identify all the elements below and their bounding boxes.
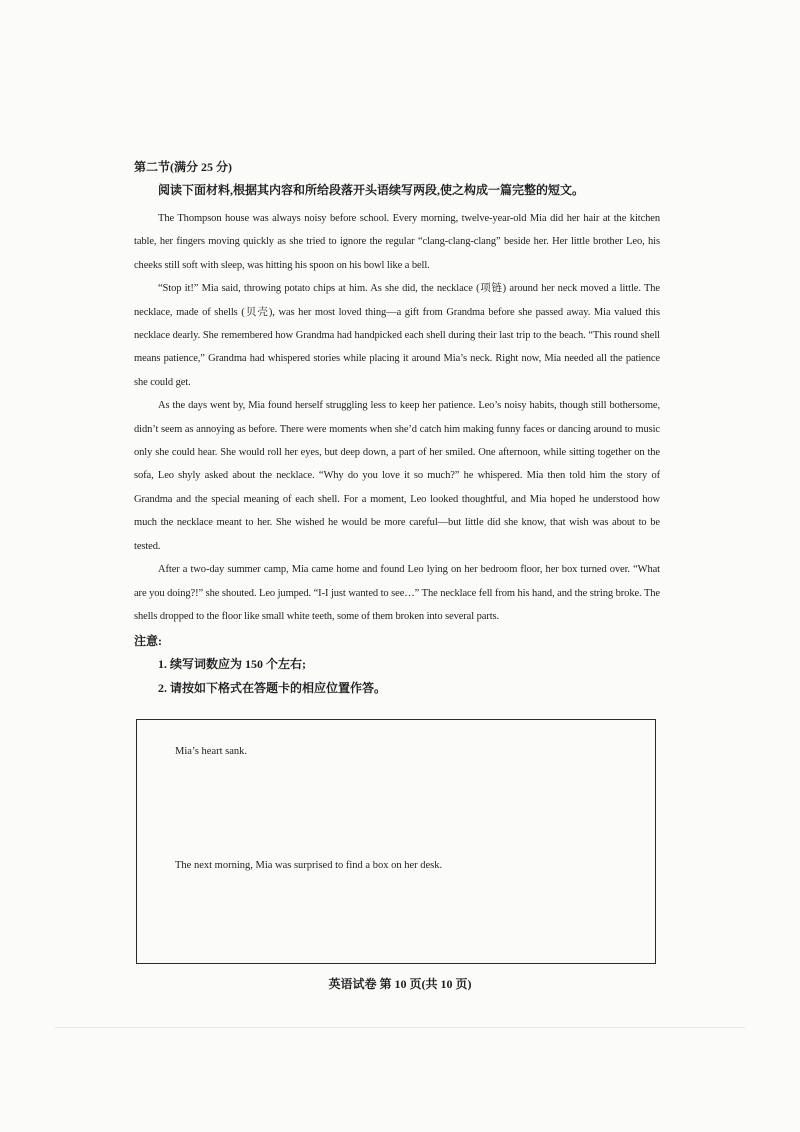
story-paragraph-3: As the days went by, Mia found herself struggling less to keep her patience. Leo’s noisy habits, though still bothersome, didn’t seem as annoying as before. There were moments when she’d catch him making funny faces or dancing around to music only she could hear. She would roll her eyes, but deep down, a part of her smiled. One afternoon, while sitting together on the sofa, Leo shyly asked about the necklace. “Why do you love it so much?” he whispered. Mia then told him the story of Grandma and the special meaning of each shell. For a moment, Leo looked thoughtful, and Mia hoped he understood how much the necklace meant to her. She wished he would be more careful—but little did she know, that wish was about to be tested. <box>134 400 660 552</box>
paragraph-opening-1: Mia’s heart sank. <box>175 746 248 757</box>
section-title: 第二节(满分 25 分) <box>134 160 232 174</box>
section-instruction: 阅读下面材料,根据其内容和所给段落开头语续写两段,使之构成一篇完整的短文。 <box>158 183 585 197</box>
paragraph-opening-2: The next morning, Mia was surprised to find a box on her desk. <box>175 860 443 871</box>
answer-box <box>136 719 656 964</box>
page-bottom-divider <box>55 1027 745 1028</box>
note-item-1: 1. 续写词数应为 150 个左右; <box>158 657 306 672</box>
story-paragraph-4: After a two-day summer camp, Mia came home and found Leo lying on her bedroom floor, her box turned over. “What are you doing?!” she shouted. Leo jumped. “I-I just wanted to see…” The necklace fell from his hand, and the string broke. The shells dropped to the floor like small white teeth, some of them broken into several parts. <box>134 564 660 622</box>
page-footer: 英语试卷 第 10 页(共 10 页) <box>328 977 472 991</box>
note-item-2: 2. 请按如下格式在答题卡的相应位置作答。 <box>158 681 387 696</box>
story-paragraph-1: The Thompson house was always noisy before school. Every morning, twelve-year-old Mia did her hair at the kitchen table, her fingers moving quickly as she tried to ignore the regular “clang-clang-clang” beside her. Her little brother Leo, his cheeks still soft with sleep, was hitting his spoon on his bowl like a bell. <box>134 213 660 271</box>
content-area <box>134 158 660 700</box>
notes-title: 注意: <box>134 634 162 649</box>
story-paragraph-2: “Stop it!” Mia said, throwing potato chips at him. As she did, the necklace (项链) around her neck moved a little. The necklace, made of shells (贝壳), was her most loved thing—a gift from Grandma before she passed away. Mia valued this necklace dearly. She remembered how Grandma had handpicked each shell during their last trip to the beach. “This round shell means patience,” Grandma had whispered stories while placing it around Mia’s neck. Right now, Mia needed all the patience she could get. <box>134 283 660 388</box>
